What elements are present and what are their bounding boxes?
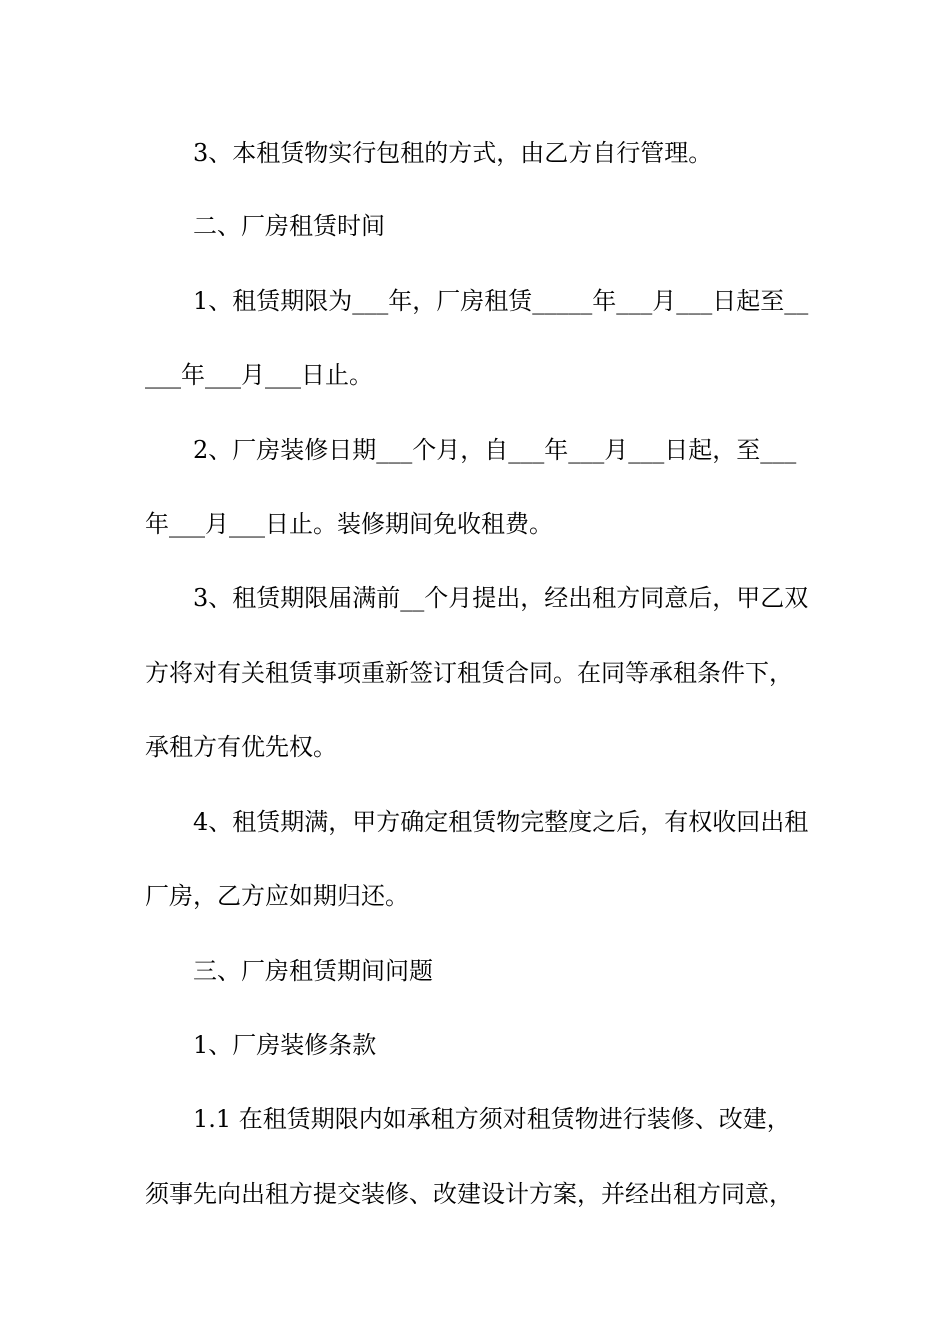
paragraph-line: 2、厂房装修日期___个月，自___年___月___日起，至___ bbox=[193, 436, 797, 464]
paragraph-line: 方将对有关租赁事项重新签订租赁合同。在同等承租条件下， bbox=[145, 659, 793, 687]
paragraph-line: 年___月___日止。装修期间免收租费。 bbox=[145, 510, 553, 538]
paragraph-line: ___年___月___日止。 bbox=[145, 361, 373, 389]
paragraph-line: 厂房，乙方应如期归还。 bbox=[145, 882, 409, 910]
paragraph-line: 3、本租赁物实行包租的方式，由乙方自行管理。 bbox=[193, 139, 713, 167]
paragraph-line: 3、租赁期限届满前__个月提出，经出租方同意后，甲乙双 bbox=[193, 584, 809, 612]
section-heading: 三、厂房租赁期间问题 bbox=[193, 957, 433, 985]
paragraph-line: 4、租赁期满，甲方确定租赁物完整度之后，有权收回出租 bbox=[193, 808, 809, 836]
paragraph-line: 1、租赁期限为___年，厂房租赁_____年___月___日起至__ bbox=[193, 287, 809, 315]
section-heading: 二、厂房租赁时间 bbox=[193, 212, 385, 240]
paragraph-line: 1.1 在租赁期限内如承租方须对租赁物进行装修、改建， bbox=[193, 1105, 791, 1133]
paragraph-line: 承租方有优先权。 bbox=[145, 733, 337, 761]
subsection-heading: 1、厂房装修条款 bbox=[193, 1031, 377, 1059]
paragraph-line: 须事先向出租方提交装修、改建设计方案，并经出租方同意， bbox=[145, 1180, 793, 1208]
